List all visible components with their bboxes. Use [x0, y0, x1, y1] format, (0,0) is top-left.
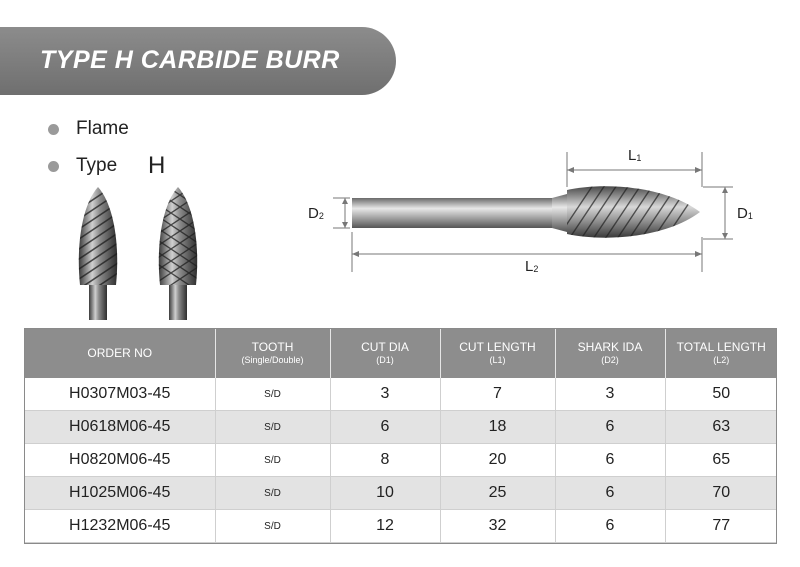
total-length-cell: 65 — [665, 444, 777, 477]
total-length-cell: 77 — [665, 510, 777, 543]
table-header-row — [25, 329, 777, 378]
order-no-cell: H1025M06-45 — [25, 477, 215, 510]
tooth-cell: S/D — [215, 444, 330, 477]
col-cut-length: CUT LENGTH (L1) — [440, 329, 555, 378]
order-no-cell: H0618M06-45 — [25, 411, 215, 444]
cut-dia-cell: 3 — [330, 378, 440, 411]
total-length-cell: 70 — [665, 477, 777, 510]
total-length-cell: 50 — [665, 378, 777, 411]
single-cut-burr-image — [70, 185, 126, 320]
type-bullet — [48, 155, 117, 177]
shape-label: Flame — [76, 118, 129, 139]
tooth-cell: S/D — [215, 477, 330, 510]
bullet-dot-icon — [48, 124, 59, 135]
order-no-cell: H0820M06-45 — [25, 444, 215, 477]
table-row — [25, 411, 777, 444]
col-tooth: TOOTH (Single/Double) — [215, 329, 330, 378]
type-letter: H — [148, 152, 166, 179]
cut-length-cell: 25 — [440, 477, 555, 510]
title-banner — [0, 27, 396, 95]
tooth-cell: S/D — [215, 510, 330, 543]
bullet-dot-icon — [48, 161, 59, 172]
col-total-length: TOTAL LENGTH (L2) — [665, 329, 777, 378]
type-label: Type — [76, 155, 118, 176]
shank-dia-cell: 6 — [555, 510, 665, 543]
table-row — [25, 510, 777, 543]
page-title: TYPE H CARBIDE BURR — [40, 46, 340, 74]
col-order-no: ORDER NO — [25, 329, 215, 378]
cut-length-cell: 20 — [440, 444, 555, 477]
cut-length-cell: 18 — [440, 411, 555, 444]
table-row — [25, 477, 777, 510]
d1-label: $D_1$ — [737, 205, 753, 222]
l2-label: $L_2$ — [525, 258, 539, 275]
l1-label: $L_1$ — [628, 147, 642, 164]
shank-dia-cell: 3 — [555, 378, 665, 411]
spec-table — [25, 329, 777, 543]
total-length-cell: 63 — [665, 411, 777, 444]
shank-dia-cell: 6 — [555, 477, 665, 510]
table-row — [25, 378, 777, 411]
cut-dia-cell: 8 — [330, 444, 440, 477]
tooth-cell: S/D — [215, 378, 330, 411]
double-cut-burr-image — [150, 185, 206, 320]
cut-dia-cell: 12 — [330, 510, 440, 543]
order-no-cell: H1232M06-45 — [25, 510, 215, 543]
d2-label: $D_2$ — [308, 205, 324, 222]
order-no-cell: H0307M03-45 — [25, 378, 215, 411]
cut-dia-cell: 10 — [330, 477, 440, 510]
cut-dia-cell: 6 — [330, 411, 440, 444]
cut-length-cell: 32 — [440, 510, 555, 543]
table-row — [25, 444, 777, 477]
cut-length-cell: 7 — [440, 378, 555, 411]
col-cut-dia: CUT DIA (D1) — [330, 329, 440, 378]
shank-dia-cell: 6 — [555, 444, 665, 477]
shape-bullet — [48, 118, 129, 140]
shank-dia-cell: 6 — [555, 411, 665, 444]
col-shank-dia: SHARK IDA (D2) — [555, 329, 665, 378]
tooth-cell: S/D — [215, 411, 330, 444]
